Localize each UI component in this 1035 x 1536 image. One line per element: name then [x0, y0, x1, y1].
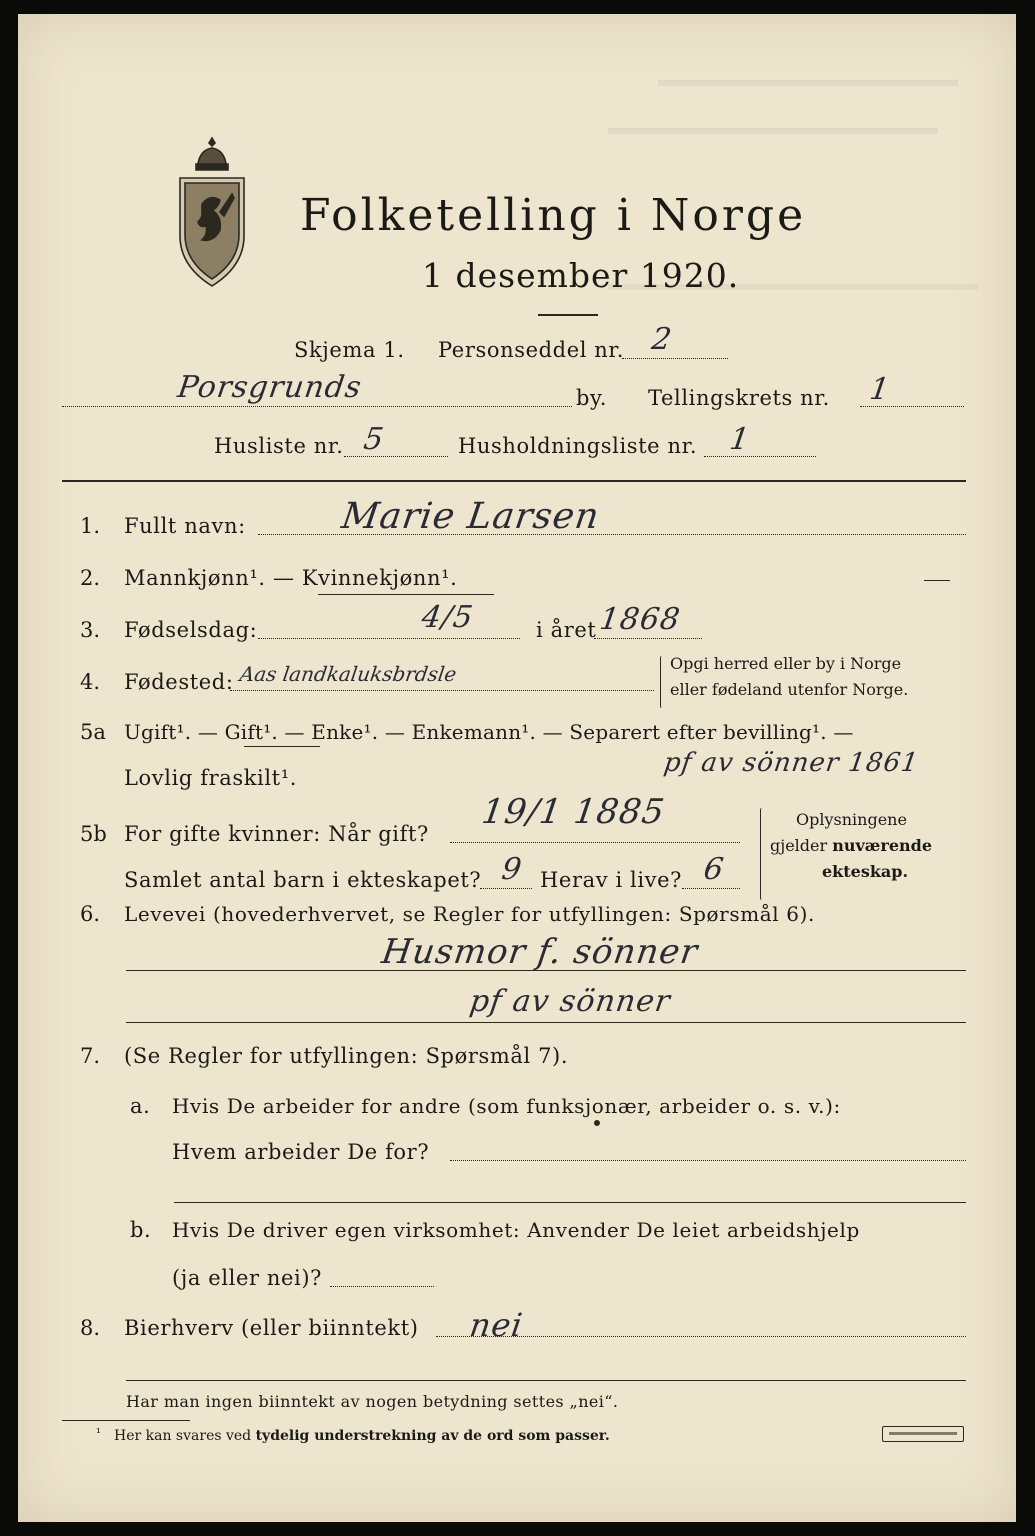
birth-year-field-line [594, 638, 702, 639]
norwegian-coat-of-arms-icon [176, 134, 248, 294]
husholdningsliste-label: Husholdningsliste nr. [458, 434, 698, 458]
side-income-line-2 [126, 1380, 966, 1381]
husliste-field[interactable]: 5 [361, 422, 387, 457]
form-date: 1 desember 1920. [422, 256, 740, 295]
marital-status-options[interactable]: Ugift¹. — Gift¹. — Enke¹. — Enkemann¹. — Separert efter bevilling¹. — [124, 720, 854, 744]
employer-line-2 [174, 1202, 966, 1203]
married-date-field-line [450, 842, 740, 843]
q6-label: Levevei (hovederhvervet, se Regler for utfyllingen: Spørsmål 6). [124, 902, 815, 926]
employer-field[interactable] [458, 1134, 958, 1160]
bleed-through-mark [658, 80, 958, 86]
children-field[interactable]: 9 [499, 852, 525, 887]
q3-label: Fødselsdag: [124, 618, 258, 642]
q6-number: 6. [80, 902, 101, 926]
married-date-label: For gifte kvinner: Når gift? [124, 822, 429, 846]
marriage-note-line1: Oplysningene [796, 810, 907, 829]
tellingskrets-label: Tellingskrets nr. [648, 386, 830, 410]
q4-number: 4. [80, 670, 101, 694]
occupation-field[interactable]: Husmor f. sönner [379, 932, 701, 972]
married-date-field[interactable]: 19/1 1885 [479, 792, 668, 832]
footnote [114, 1428, 610, 1444]
header-divider [538, 314, 598, 316]
children-label: Samlet antal barn i ekteskapet? [124, 868, 482, 892]
q7-label: (Se Regler for utfyllingen: Spørsmål 7). [124, 1044, 569, 1068]
q7a-label: Hvis De arbeider for andre (som funksjonær, arbeider o. s. v.): [172, 1094, 841, 1118]
marriage-note-line3: ekteskap. [822, 862, 909, 881]
birthplace-note-line1: Opgi herred eller by i Norge [670, 654, 902, 673]
brace-mark [660, 656, 667, 708]
children-field-line [480, 888, 532, 889]
census-form-sheet [18, 14, 1016, 1522]
by-field-line [62, 406, 572, 407]
personseddel-field[interactable]: 2 [649, 322, 675, 357]
footnote-a: Her kan svares ved [114, 1428, 256, 1444]
marital-status-options-2[interactable]: Lovlig fraskilt¹. [124, 766, 298, 790]
q1-number: 1. [80, 514, 101, 538]
birthplace-note-line2: eller fødeland utenfor Norge. [670, 680, 909, 699]
footnote-rule [62, 1420, 190, 1421]
employer-field-line [450, 1160, 966, 1161]
tellingskrets-field[interactable]: 1 [867, 372, 893, 407]
husholdningsliste-field-line [704, 456, 816, 457]
section-divider [62, 480, 966, 482]
q5a-number: 5a [80, 720, 106, 744]
birthday-field[interactable]: 4/5 [419, 600, 476, 635]
q7b-label: Hvis De driver egen virksomhet: Anvender De leiet arbeidshjelp [172, 1218, 860, 1242]
q8-label: Bierhverv (eller biinntekt) [124, 1316, 419, 1340]
birthday-field-line [258, 638, 520, 639]
gift-underline-mark [244, 746, 320, 747]
full-name-field[interactable]: Marie Larsen [339, 496, 603, 537]
alive-label: Herav i live? [540, 868, 683, 892]
marriage-note-line2-a: gjelder [770, 836, 833, 855]
personseddel-label: Personseddel nr. [438, 338, 625, 362]
alive-field[interactable]: 6 [701, 852, 727, 887]
by-field[interactable]: Porsgrunds [175, 370, 365, 405]
footnote-mark: ¹ [96, 1426, 101, 1440]
q3-number: 3. [80, 618, 101, 642]
birth-year-label: i året [536, 618, 597, 642]
q1-label: Fullt navn: [124, 514, 246, 538]
q7-number: 7. [80, 1044, 101, 1068]
occupation-field-2[interactable]: pf av sönner [467, 984, 673, 1019]
dash-mark [924, 580, 950, 581]
occupation-line-2 [126, 1022, 966, 1023]
marital-annotation: pf av sönner 1861 [661, 748, 921, 778]
husholdningsliste-field[interactable]: 1 [727, 422, 753, 457]
gender-options[interactable]: Mannkjønn¹. — Kvinnekjønn¹. [124, 566, 458, 590]
birth-year-field[interactable]: 1868 [597, 602, 683, 637]
marriage-note-line2-b: nuværende [832, 836, 933, 855]
husliste-field-line [344, 456, 448, 457]
alive-field-line [682, 888, 740, 889]
skjema-label: Skjema 1. [294, 338, 405, 362]
bleed-through-mark [608, 128, 938, 134]
husliste-label: Husliste nr. [214, 434, 344, 458]
marriage-note-line2 [770, 836, 932, 855]
brace-mark [760, 808, 767, 900]
ink-dot-mark [594, 1120, 600, 1126]
form-title: Folketelling i Norge [300, 190, 807, 241]
gender-underline-mark [318, 594, 494, 595]
side-income-field[interactable]: nei [467, 1306, 526, 1344]
printer-stamp-mark [882, 1426, 964, 1442]
hired-help-field[interactable] [334, 1260, 434, 1286]
q8-number: 8. [80, 1316, 101, 1340]
q7b-letter: b. [130, 1218, 152, 1242]
q4-label: Fødested: [124, 670, 234, 694]
footnote-b: tydelig understrekning av de ord som passer. [255, 1428, 610, 1444]
personseddel-field-line [622, 358, 728, 359]
by-label: by. [576, 386, 607, 410]
hired-help-field-line [330, 1286, 434, 1287]
q5b-number: 5b [80, 822, 107, 846]
side-income-note: Har man ingen biinntekt av nogen betydning settes „nei“. [126, 1392, 619, 1411]
birthplace-field-line [230, 690, 654, 691]
q7a-label2: Hvem arbeider De for? [172, 1140, 430, 1164]
birthplace-field[interactable]: Aas landkaluksbrdsle [238, 662, 459, 686]
q7b-label2: (ja eller nei)? [172, 1266, 323, 1290]
q7a-letter: a. [130, 1094, 151, 1118]
q2-number: 2. [80, 566, 101, 590]
